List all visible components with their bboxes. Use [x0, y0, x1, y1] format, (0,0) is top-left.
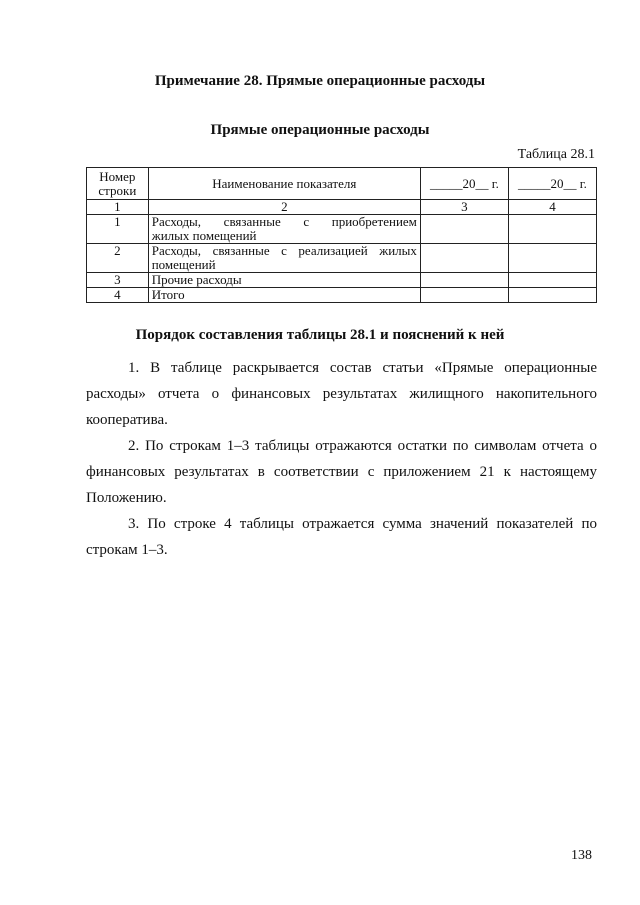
paragraph-line: Положению.	[86, 490, 167, 506]
row-name-line: помещений	[151, 257, 216, 272]
row-value-year-1	[420, 288, 508, 303]
table-row	[87, 273, 597, 288]
table-row	[87, 288, 597, 303]
column-index: 4	[508, 200, 596, 215]
paragraph-line: 2. По строкам 1–3 таблицы отражаются остатки по символам отчета о	[128, 438, 597, 454]
row-name-line: Расходы, связанные с реализацией жилых	[151, 243, 417, 258]
row-name	[148, 288, 420, 303]
row-name-line: Расходы, связанные с приобретением	[151, 214, 417, 229]
row-name	[148, 215, 420, 244]
note-title: Примечание 28. Прямые операционные расходы	[154, 73, 486, 89]
table-title: Прямые операционные расходы	[210, 122, 430, 138]
row-number: 2	[87, 244, 149, 273]
row-name	[148, 273, 420, 288]
row-value-year-1	[420, 273, 508, 288]
row-name	[148, 244, 420, 273]
paragraph-line: финансовых результатах в соответствии с приложением 21 к настоящему	[86, 464, 597, 480]
column-index: 3	[420, 200, 508, 215]
row-value-year-2	[508, 244, 596, 273]
column-index: 1	[87, 200, 149, 215]
paragraph-line: кооператива.	[86, 412, 168, 428]
table-row	[87, 244, 597, 273]
row-name-line: Итого	[151, 287, 185, 302]
row-name-line: жилых помещений	[151, 228, 257, 243]
header-year-2: _____20__ г.	[508, 168, 596, 200]
header-row-number-line2: строки	[98, 182, 137, 198]
header-indicator-name: Наименование показателя	[148, 168, 420, 200]
paragraph-3	[86, 511, 597, 563]
header-row-number	[87, 168, 149, 200]
table-row	[87, 215, 597, 244]
row-value-year-2	[508, 288, 596, 303]
paragraph-line: строкам 1–3.	[86, 542, 168, 558]
row-value-year-2	[508, 215, 596, 244]
page-number: 138	[571, 848, 592, 863]
column-index: 2	[148, 200, 420, 215]
row-name-line: Прочие расходы	[151, 272, 242, 287]
table-header-row	[87, 168, 597, 200]
paragraph-2	[86, 433, 597, 511]
row-value-year-2	[508, 273, 596, 288]
table-number: Таблица 28.1	[517, 147, 595, 162]
row-number: 1	[87, 215, 149, 244]
row-number: 4	[87, 288, 149, 303]
header-year-1: _____20__ г.	[420, 168, 508, 200]
row-number: 3	[87, 273, 149, 288]
procedure-title: Порядок составления таблицы 28.1 и пояснений к ней	[135, 327, 505, 343]
paragraph-line: расходы» отчета о финансовых результатах жилищного накопительного	[86, 386, 597, 402]
paragraph-line: 3. По строке 4 таблицы отражается сумма значений показателей по	[128, 516, 597, 532]
row-value-year-1	[420, 244, 508, 273]
paragraph-1	[86, 355, 597, 433]
column-index-row	[87, 200, 597, 215]
paragraph-line: 1. В таблице раскрывается состав статьи «Прямые операционные	[128, 360, 597, 376]
header-row-number-line1: Номер	[99, 168, 136, 184]
row-value-year-1	[420, 215, 508, 244]
expenses-table	[86, 167, 597, 303]
